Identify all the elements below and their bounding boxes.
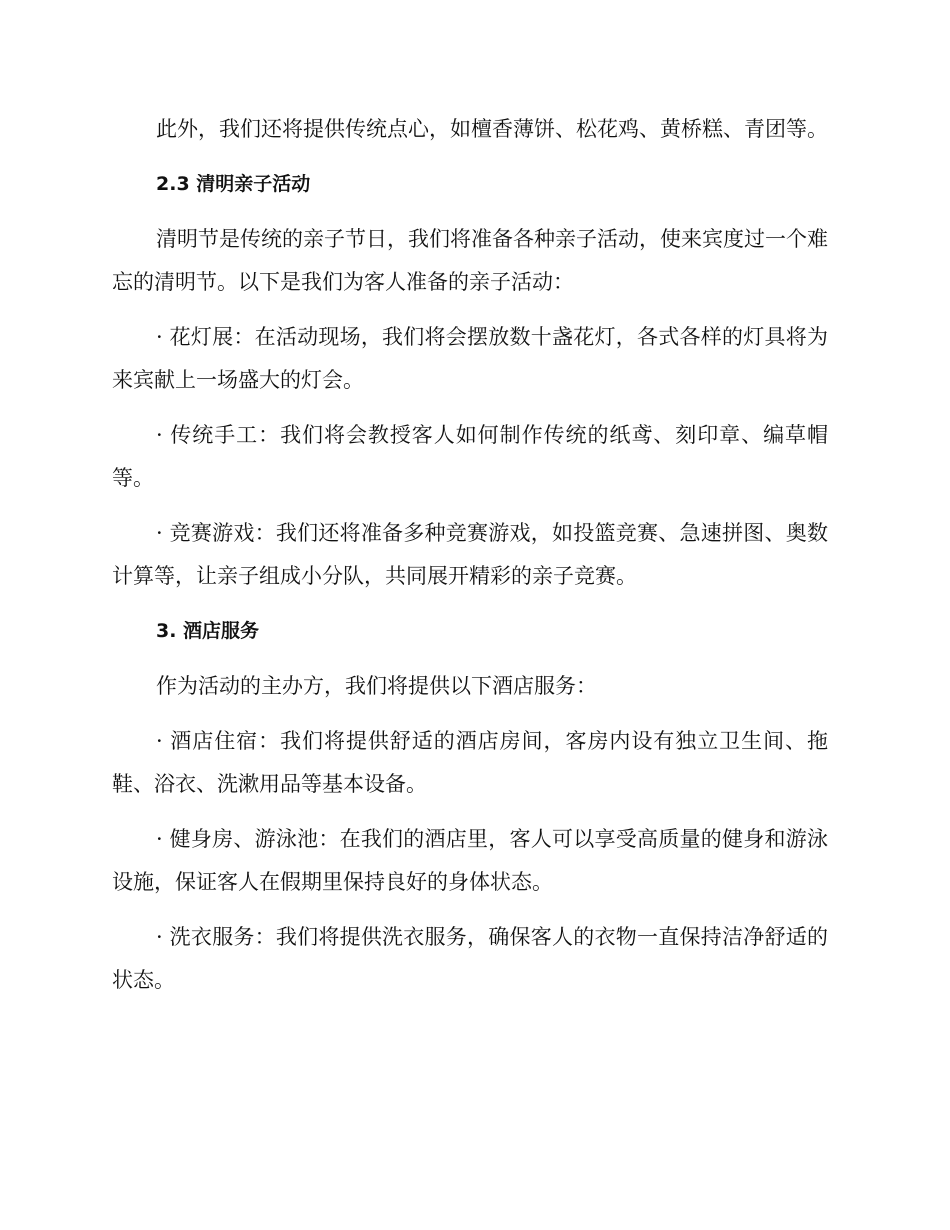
paragraph-intro: 此外，我们还将提供传统点心，如檀香薄饼、松花鸡、黄桥糕、青团等。 bbox=[156, 117, 828, 141]
bullet-traditional-craft: · 传统手工：我们将会教授客人如何制作传统的纸鸢、刻印章、编草帽等。 bbox=[112, 423, 828, 490]
bullet-gym-pool: · 健身房、游泳池：在我们的酒店里，客人可以享受高质量的健身和游泳设施，保证客人在假期里保持良好的身体状态。 bbox=[112, 827, 828, 894]
bullet-laundry-service: · 洗衣服务：我们将提供洗衣服务，确保客人的衣物一直保持洁净舒适的状态。 bbox=[112, 925, 828, 992]
paragraph-section-2-3: 清明节是传统的亲子节日，我们将准备各种亲子活动，使来宾度过一个难忘的清明节。以下是我们为客人准备的亲子活动： bbox=[112, 227, 828, 294]
document-body bbox=[112, 108, 828, 1014]
section-heading-3: 3. 酒店服务 bbox=[156, 620, 260, 642]
section-heading-2-3: 2.3 清明亲子活动 bbox=[156, 173, 311, 195]
bullet-hotel-lodging: · 酒店住宿：我们将提供舒适的酒店房间，客房内设有独立卫生间、拖鞋、浴衣、洗漱用品等基本设备。 bbox=[112, 729, 828, 796]
bullet-competition-games: · 竞赛游戏：我们还将准备多种竞赛游戏，如投篮竞赛、急速拼图、奥数计算等，让亲子组成小分队，共同展开精彩的亲子竞赛。 bbox=[112, 521, 828, 588]
bullet-lantern-show: · 花灯展：在活动现场，我们将会摆放数十盏花灯，各式各样的灯具将为来宾献上一场盛大的灯会。 bbox=[112, 325, 828, 392]
paragraph-section-3: 作为活动的主办方，我们将提供以下酒店服务： bbox=[156, 674, 597, 698]
